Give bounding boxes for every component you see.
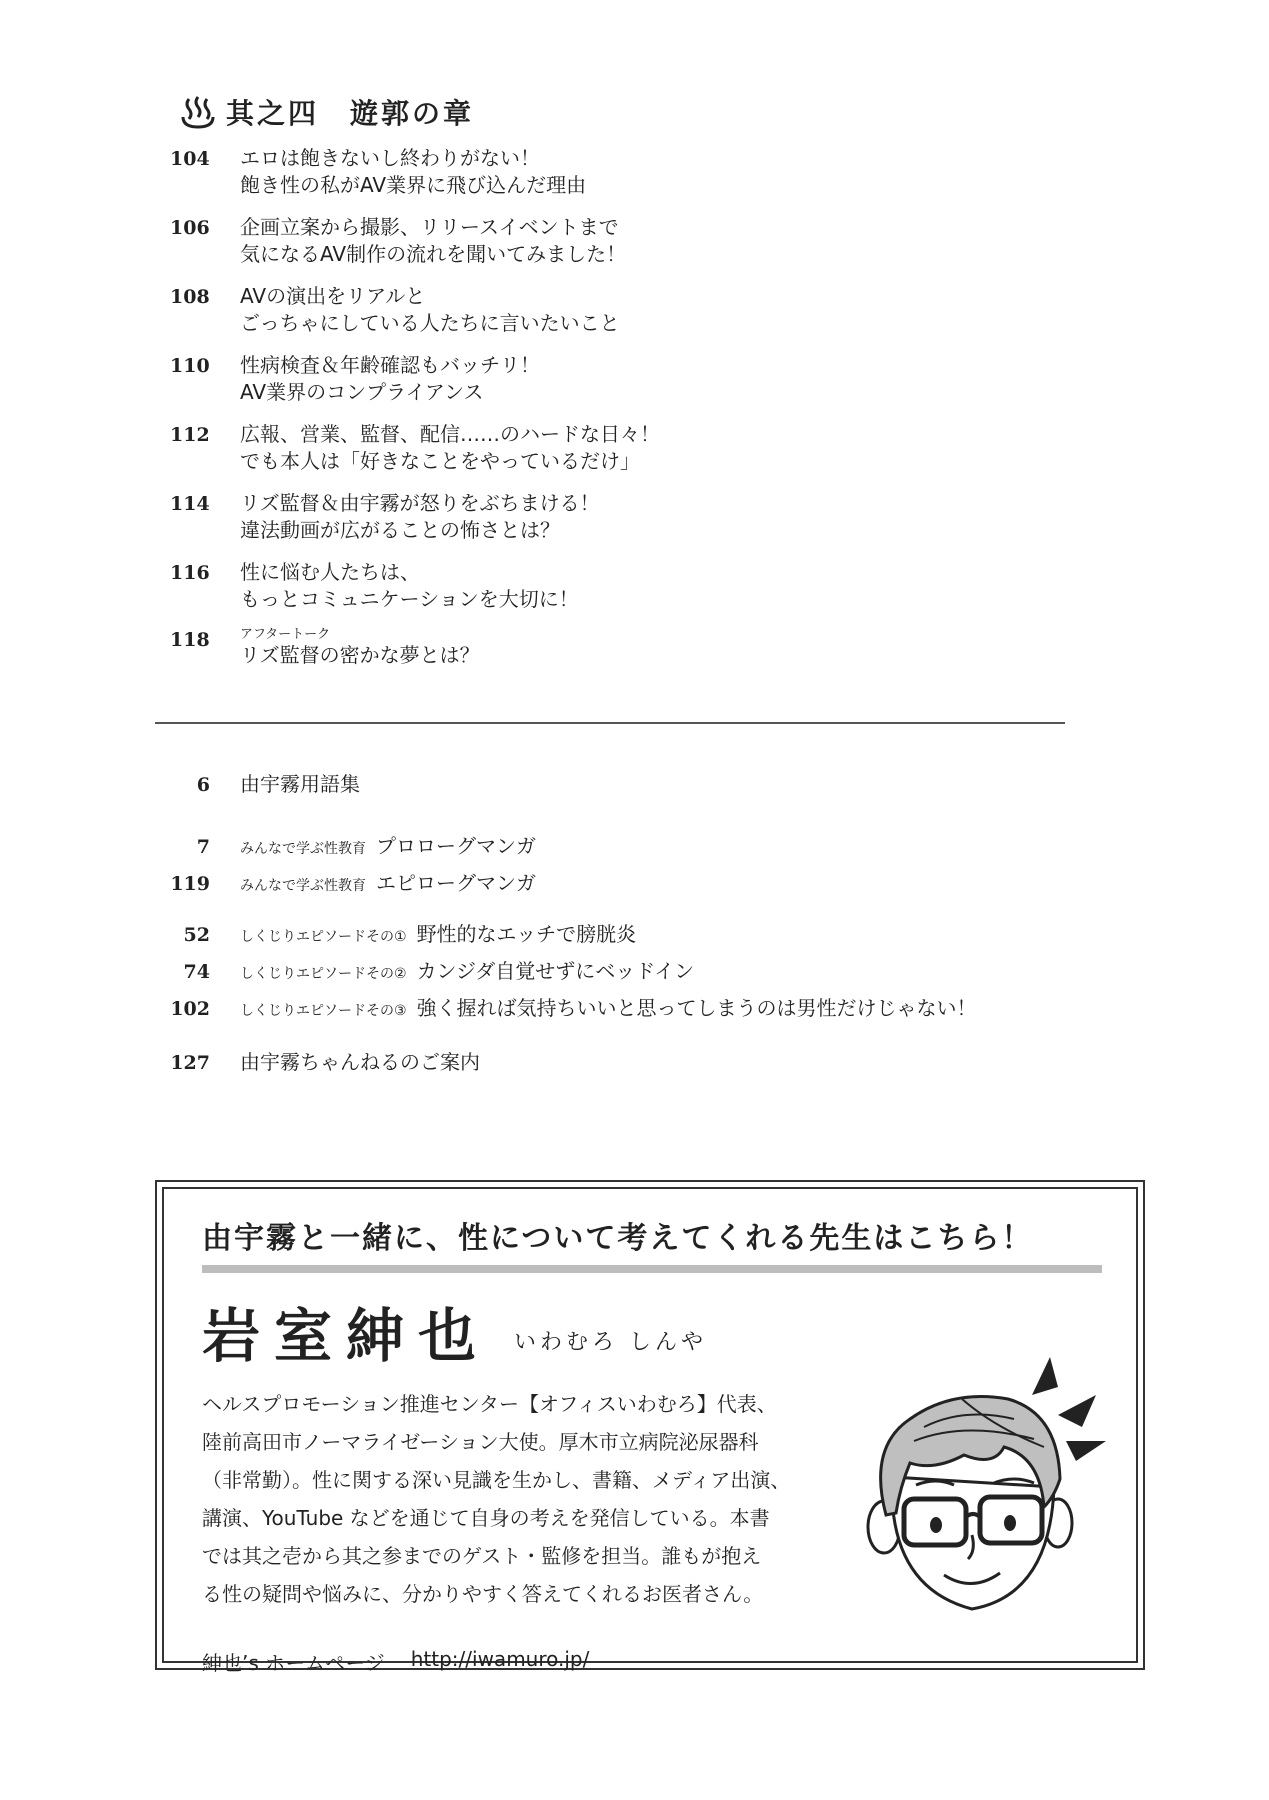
toc-entry-line: 性に悩む人たちは、 (240, 560, 420, 584)
misc-item[interactable] (170, 1046, 480, 1075)
doctor-portrait (844, 1337, 1114, 1627)
misc-series-label: しくじりエピソードその③ (240, 1003, 407, 1019)
misc-series-label: みんなで学ぶ性教育 (240, 841, 366, 857)
misc-title: カンジダ自覚せずにベッドイン (416, 959, 695, 983)
toc-entry-text (240, 214, 626, 268)
misc-page-number: 6 (196, 774, 210, 796)
misc-title: 強く握れば気持ちいいと思ってしまうのは男性だけじゃない！ (416, 996, 977, 1020)
doctor-profile (202, 1385, 822, 1613)
profile-line: では其之壱から其之参までのゲスト・監修を担当。誰もが抱え (202, 1544, 762, 1568)
box-title: 由宇霧と一緒に、性について考えてくれる先生はこちら！ (202, 1221, 1034, 1256)
toc-item[interactable] (170, 421, 1070, 490)
misc-item[interactable] (170, 992, 977, 1021)
toc-entry-text (240, 421, 660, 475)
doctor-profile-box (155, 1180, 1145, 1675)
toc-entry-line: 性病検査＆年齢確認もバッチリ！ (240, 353, 540, 377)
toc-item[interactable] (170, 283, 1070, 352)
misc-item[interactable] (170, 768, 360, 797)
toc-page-number: 114 (170, 493, 210, 515)
doctor-name-kana: いわむろ しんや (514, 1329, 708, 1355)
misc-title: プロローグマンガ (376, 834, 536, 858)
chapter-heading (180, 92, 474, 132)
toc-entry-line: AV業界のコンプライアンス (240, 380, 484, 404)
misc-series-label: しくじりエピソードその① (240, 929, 407, 945)
toc-entry-text (240, 145, 586, 199)
profile-line: ヘルスプロモーション推進センター【オフィスいわむろ】代表、 (202, 1392, 777, 1416)
misc-page-number: 102 (170, 998, 210, 1020)
misc-title: 由宇霧用語集 (240, 772, 360, 796)
toc-entry-text (240, 559, 579, 613)
doctor-name: 岩室紳也 (202, 1302, 491, 1370)
misc-series-label: しくじりエピソードその② (240, 966, 407, 982)
toc-page-number: 118 (170, 629, 210, 651)
misc-title: エピローグマンガ (376, 871, 536, 895)
toc-item[interactable] (170, 214, 1070, 283)
toc-item[interactable] (170, 352, 1070, 421)
toc-entry-line: AVの演出をリアルと (240, 284, 426, 308)
toc-page-number: 106 (170, 217, 210, 239)
chapter-title: 其之四 遊郭の章 (226, 97, 475, 130)
toc-entry-text (240, 490, 600, 544)
toc-page-number: 116 (170, 562, 210, 584)
misc-title: 野性的なエッチで膀胱炎 (416, 922, 637, 946)
homepage-label: 紳也’s ホームページ (202, 1651, 385, 1675)
toc-entry-line: もっとコミュニケーションを大切に！ (240, 587, 579, 611)
section-divider (155, 722, 1065, 724)
misc-item[interactable] (170, 918, 636, 947)
misc-item[interactable] (170, 867, 536, 896)
toc-entry-text (240, 626, 480, 669)
title-underline (202, 1265, 1102, 1273)
toc-entry-line: 気になるAV制作の流れを聞いてみました！ (240, 242, 627, 266)
homepage-row (202, 1647, 589, 1676)
profile-line: る性の疑問や悩みに、分かりやすく答えてくれるお医者さん。 (202, 1582, 764, 1606)
toc-page-number: 112 (170, 424, 210, 446)
toc-entry-line: リズ監督の密かな夢とは？ (240, 643, 480, 667)
toc-entry-line: 広報、営業、監督、配信……のハードな日々！ (240, 422, 660, 446)
toc-item[interactable] (170, 559, 1070, 628)
toc-page-number: 104 (170, 148, 210, 170)
toc-entry-text (240, 352, 540, 406)
profile-line: （非常勤）。性に関する深い見識を生かし、書籍、メディア出演、 (202, 1468, 791, 1492)
misc-page-number: 74 (183, 961, 210, 983)
toc-page-number: 108 (170, 286, 210, 308)
misc-item[interactable] (170, 955, 694, 984)
toc-entry-line: でも本人は「好きなことをやっているだけ」 (240, 449, 640, 473)
misc-page-number: 7 (196, 836, 210, 858)
toc-entry-line: リズ監督＆由宇霧が怒りをぶちまける！ (240, 491, 600, 515)
toc-entry-line: エロは飽きないし終わりがない！ (240, 146, 540, 170)
toc-entry-line: 飽き性の私がAV業界に飛び込んだ理由 (240, 173, 587, 197)
profile-line: 陸前高田市ノーマライゼーション大使。厚木市立病院泌尿器科 (202, 1430, 759, 1454)
name-row (202, 1289, 707, 1373)
box-inner-border (162, 1187, 1138, 1675)
toc-item[interactable] (170, 490, 1070, 559)
misc-series-label: みんなで学ぶ性教育 (240, 878, 366, 894)
toc-entry-line: ごっちゃにしている人たちに言いたいこと (240, 311, 620, 335)
toc-item[interactable] (170, 626, 1070, 695)
toc-entry-line: 企画立案から撮影、リリースイベントまで (240, 215, 619, 239)
toc-list (170, 145, 1070, 695)
onsen-icon (180, 95, 216, 129)
toc-entry-subtitle: アフタートーク (240, 627, 331, 642)
toc-entry-line: 違法動画が広がることの怖さとは？ (240, 518, 560, 542)
misc-page-number: 119 (170, 873, 210, 895)
misc-page-number: 52 (183, 924, 210, 946)
profile-line: 講演、YouTube などを通じて自身の考えを発信している。本書 (202, 1506, 770, 1530)
misc-title: 由宇霧ちゃんねるのご案内 (240, 1050, 480, 1074)
toc-entry-text (240, 283, 620, 337)
misc-item[interactable] (170, 830, 536, 859)
toc-item[interactable] (170, 145, 1070, 214)
toc-page-number: 110 (170, 355, 210, 377)
misc-page-number: 127 (170, 1052, 210, 1074)
homepage-link[interactable]: http://iwamuro.jp/ (410, 1647, 590, 1671)
